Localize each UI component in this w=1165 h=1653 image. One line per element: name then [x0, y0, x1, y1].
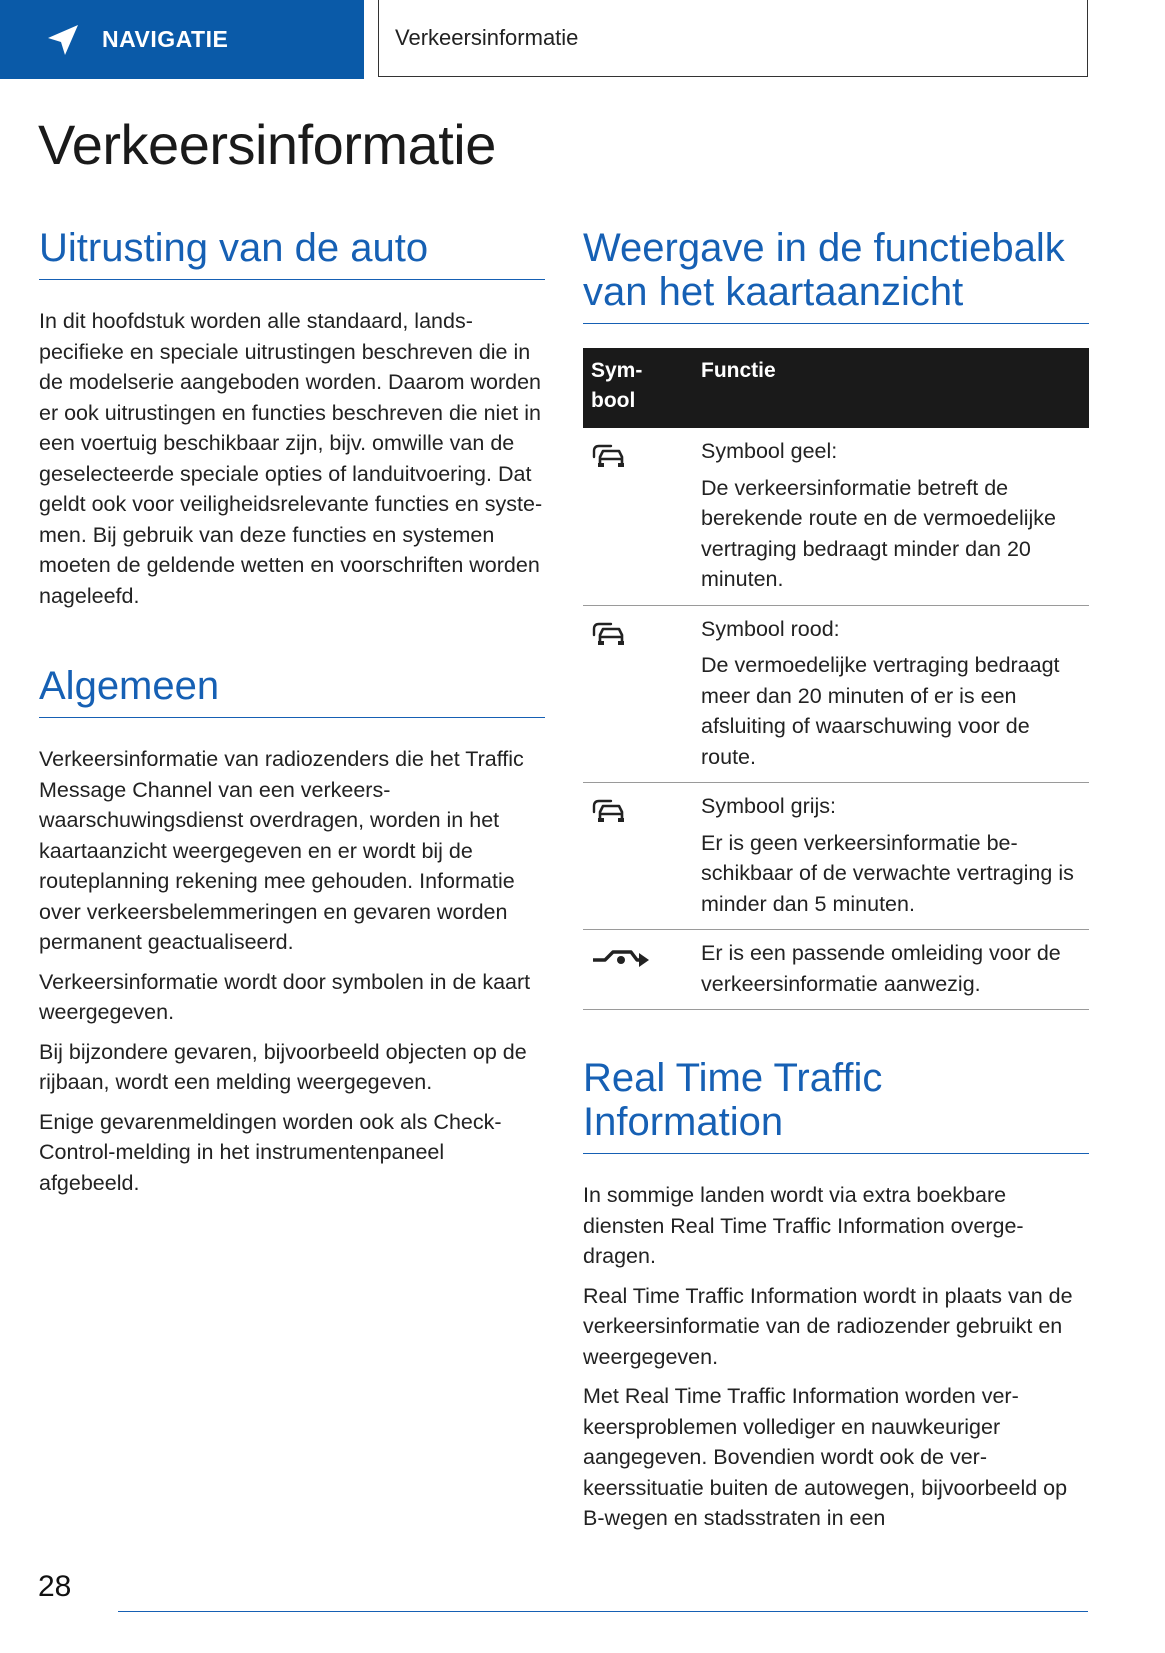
column-header-text: bool — [591, 389, 636, 412]
page-title: Verkeersinformatie — [38, 113, 496, 176]
heading-rtti — [583, 1056, 1089, 1154]
traffic-jam-icon — [591, 797, 629, 823]
function-cell — [693, 428, 1089, 605]
symbol-cell — [583, 605, 693, 783]
row-title: Symbool geel: — [701, 439, 838, 463]
row-description: De verkeersinformatie betreft de berekende route en de vermoedelijke vertraging bedraagt minder dan 20 minuten. — [701, 475, 1056, 591]
chapter-label: Verkeersinformatie — [395, 25, 579, 50]
navigation-arrow-icon — [46, 23, 80, 57]
row-description: Er is een passende omleiding voor de verkeersinformatie aanwezig. — [701, 941, 1061, 996]
right-column — [583, 226, 1089, 1543]
paragraph: In dit hoofdstuk worden alle standaard, landspecifieke en speciale uitrustingen beschreven die in de modelserie aangeboden worden. Daarom worden er ook uitrustingen en functies beschreven die niet in een voertuig beschikbaar zijn, bijv. omwille van de geselecteerde speciale opties of landuitvoering. Dat geldt ook voor veiligheidsrelevante functies en systemen. Bij gebruik van deze functies en systemen moeten de geldende wetten en voorschriften worden nageleefd. — [39, 309, 543, 608]
paragraph: Bij bijzondere gevaren, bijvoorbeeld objecten op de rijbaan, wordt een melding weergegeven. — [39, 1039, 527, 1094]
section-tab — [0, 0, 364, 79]
heading-weergave — [583, 226, 1089, 324]
row-title: Symbool grijs: — [701, 794, 837, 818]
paragraph: Real Time Traffic Information wordt in plaats van de verkeersinformatie van de radiozender gebruikt en weergegeven. — [583, 1283, 1073, 1369]
traffic-jam-icon — [591, 442, 629, 468]
symbol-cell — [583, 428, 693, 605]
table-row — [583, 783, 1089, 930]
symbol-cell — [583, 930, 693, 1010]
table-row — [583, 428, 1089, 605]
symbol-cell — [583, 783, 693, 930]
paragraph: Verkeersinformatie van radiozenders die het Traffic Message Channel van een verkeerswaarschuwingsdienst overdragen, worden in het kaartaanzicht weergegeven en er wordt bij de routeplanning rekening mee gehouden. Informatie over verkeersbelemmeringen en gevaren worden permanent geactualiseerd. — [39, 747, 524, 954]
column-header-text: Sym- — [591, 359, 643, 382]
column-header-symbool — [583, 348, 693, 428]
heading-uitrusting: Uitrusting van de auto — [39, 226, 545, 280]
heading-line: Real Time Traffic — [583, 1056, 883, 1100]
symbol-table — [583, 348, 1089, 1010]
paragraph: In sommige landen wordt via extra boekbare diensten Real Time Traffic Information overgedragen. — [583, 1183, 1024, 1268]
table-row — [583, 605, 1089, 783]
row-description: De vermoedelijke vertraging bedraagt meer dan 20 minuten of er is een afsluiting of waarschuwing voor de route. — [701, 653, 1060, 769]
table-row — [583, 930, 1089, 1010]
column-header-functie: Functie — [693, 348, 1089, 428]
paragraph: Met Real Time Traffic Information worden verkeersproblemen vollediger en nauwkeuriger aangegeven. Bovendien wordt ook de verkeerssituatie buiten de autowegen, bijvoorbeeld op B-wegen en stadsstraten in een — [583, 1384, 1068, 1530]
heading-algemeen: Algemeen — [39, 664, 545, 718]
function-cell — [693, 605, 1089, 783]
table-header-row — [583, 348, 1089, 428]
left-column — [39, 226, 545, 1207]
row-title: Symbool rood: — [701, 616, 840, 641]
row-description: Er is geen verkeersinformatie beschikbaar of de verwachte vertraging is minder dan 5 minuten. — [701, 830, 1074, 916]
detour-icon — [591, 944, 653, 968]
function-cell — [693, 783, 1089, 930]
function-cell — [693, 930, 1089, 1010]
heading-line: Weergave in de functiebalk — [583, 226, 1065, 270]
paragraph: Enige gevarenmeldingen worden ook als Check-Control-melding in het instrumentenpaneel afgebeeld. — [39, 1109, 502, 1195]
traffic-jam-icon — [591, 620, 629, 646]
page-number: 28 — [38, 1570, 72, 1603]
paragraph: Verkeersinformatie wordt door symbolen in de kaart weergegeven. — [39, 969, 531, 1024]
footer-rule — [118, 1611, 1088, 1612]
chapter-header — [378, 0, 1088, 77]
section-label: NAVIGATIE — [102, 26, 229, 52]
rtti-section — [583, 1056, 1089, 1534]
heading-line: van het kaartaanzicht — [583, 270, 964, 314]
heading-line: Information — [583, 1100, 784, 1144]
